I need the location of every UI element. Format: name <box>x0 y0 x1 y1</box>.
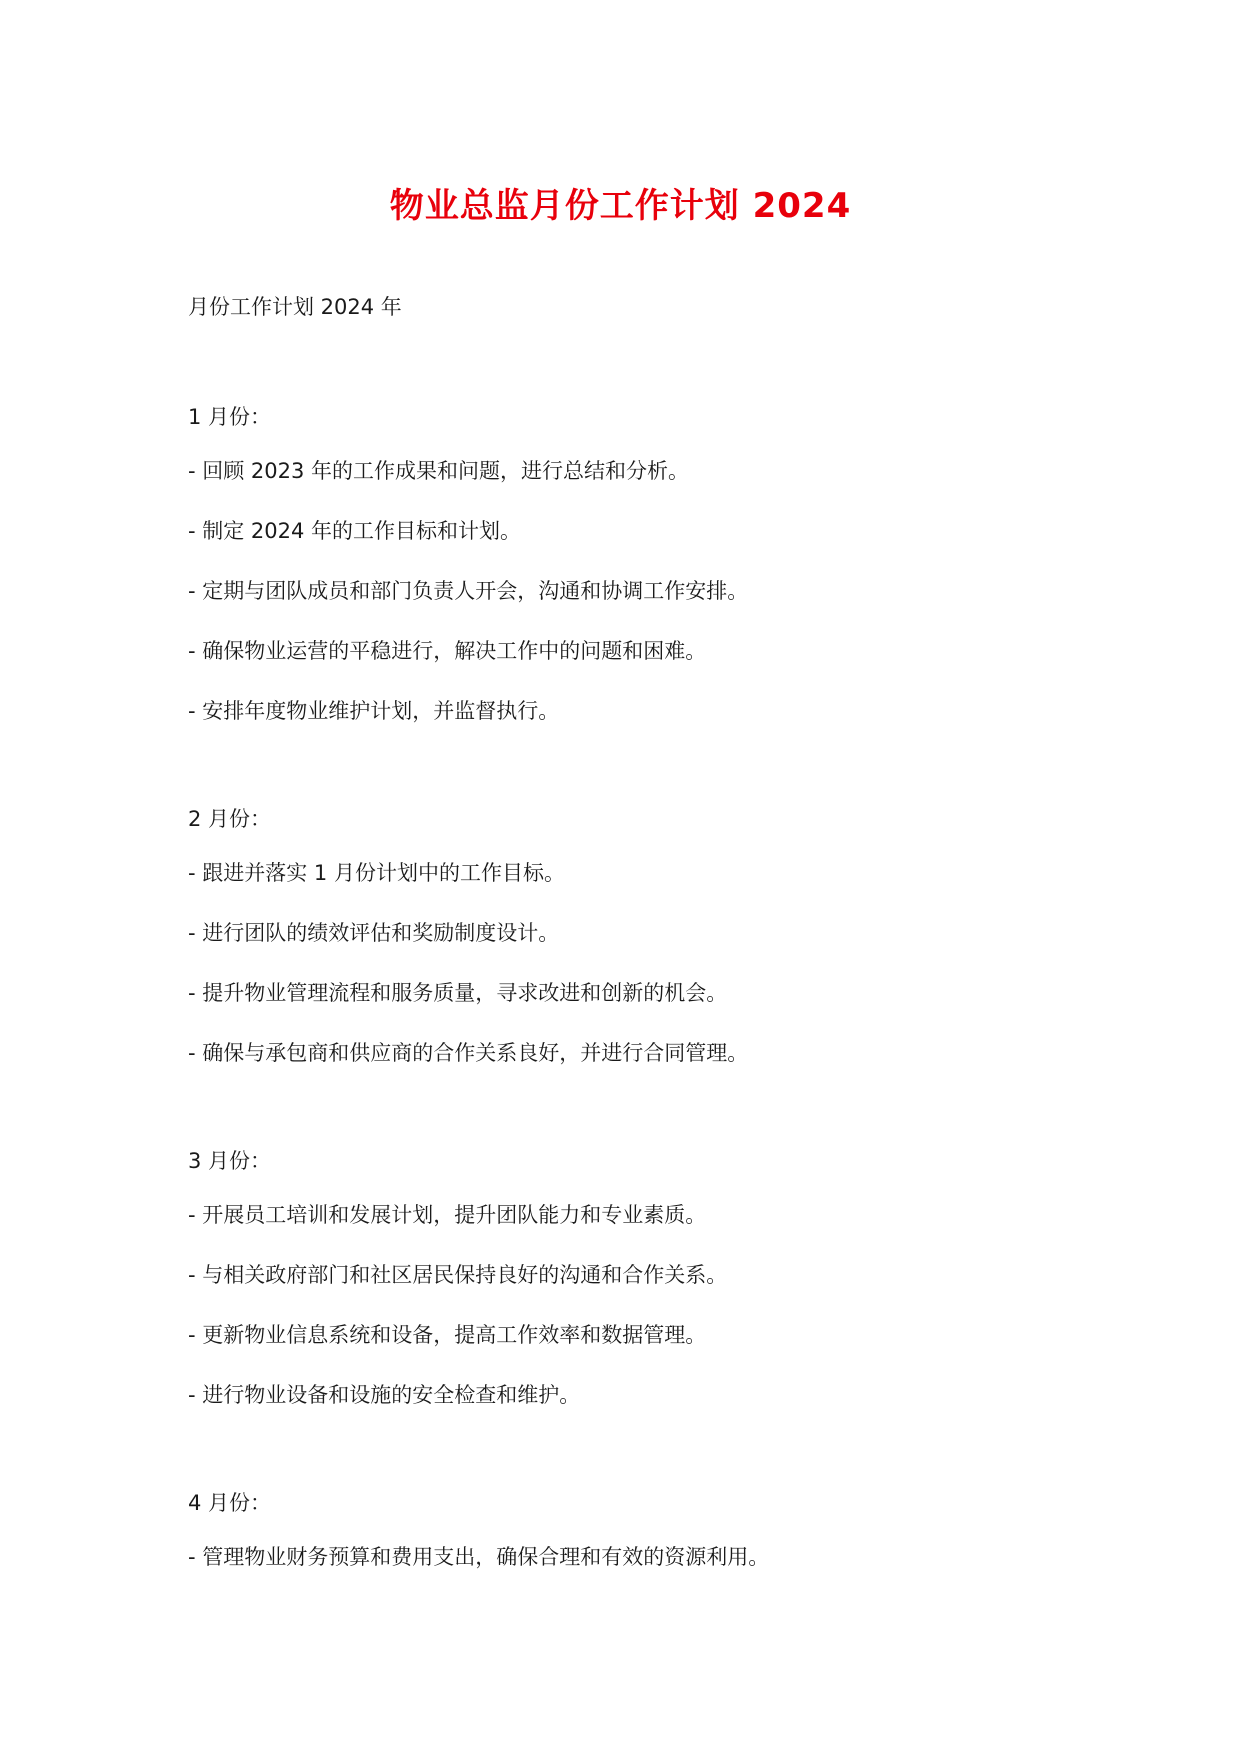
month-heading: 3 月份： <box>188 1149 272 1173</box>
list-item: - 确保与承包商和供应商的合作关系良好，并进行合同管理。 <box>188 1041 749 1065</box>
list-item: - 确保物业运营的平稳进行，解决工作中的问题和困难。 <box>188 639 707 663</box>
document-title: 物业总监月份工作计划 2024 <box>389 186 852 226</box>
list-item: - 开展员工培训和发展计划，提升团队能力和专业素质。 <box>188 1203 707 1227</box>
list-item: - 定期与团队成员和部门负责人开会，沟通和协调工作安排。 <box>188 579 749 603</box>
list-item: - 提升物业管理流程和服务质量，寻求改进和创新的机会。 <box>188 981 728 1005</box>
month-section-4 <box>188 1488 1148 1572</box>
list-item: - 与相关政府部门和社区居民保持良好的沟通和合作关系。 <box>188 1263 728 1287</box>
month-heading: 2 月份： <box>188 807 272 831</box>
month-section-3 <box>188 1146 1148 1410</box>
month-section-2 <box>188 804 1148 1068</box>
list-item: - 跟进并落实 1 月份计划中的工作目标。 <box>188 861 565 885</box>
month-section-1 <box>188 402 1148 726</box>
document-body <box>188 292 1148 1602</box>
plan-subtitle: 月份工作计划 2024 年 <box>188 295 402 319</box>
list-item: - 更新物业信息系统和设备，提高工作效率和数据管理。 <box>188 1323 707 1347</box>
list-item: - 管理物业财务预算和费用支出，确保合理和有效的资源利用。 <box>188 1545 770 1569</box>
month-heading: 1 月份： <box>188 405 272 429</box>
list-item: - 进行团队的绩效评估和奖励制度设计。 <box>188 921 560 945</box>
list-item: - 回顾 2023 年的工作成果和问题，进行总结和分析。 <box>188 459 690 483</box>
month-heading: 4 月份： <box>188 1491 272 1515</box>
list-item: - 安排年度物业维护计划，并监督执行。 <box>188 699 560 723</box>
list-item: - 进行物业设备和设施的安全检查和维护。 <box>188 1383 581 1407</box>
list-item: - 制定 2024 年的工作目标和计划。 <box>188 519 522 543</box>
